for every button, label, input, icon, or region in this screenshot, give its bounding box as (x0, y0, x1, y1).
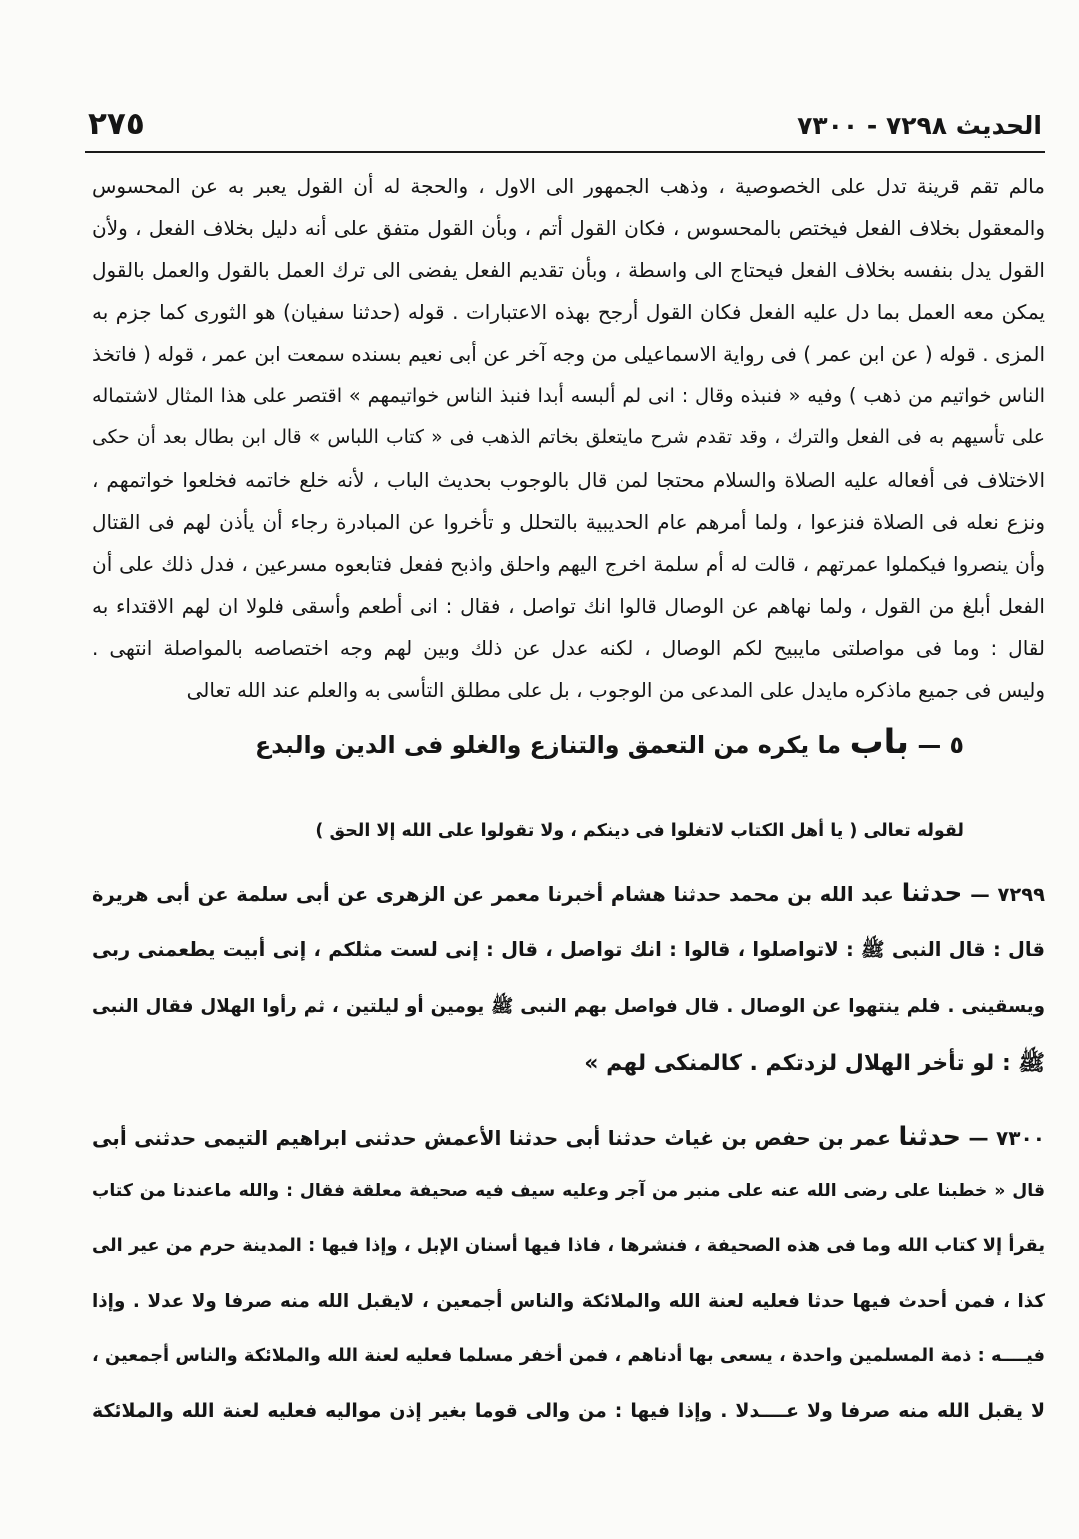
chapter-heading (244, 716, 964, 768)
commentary-line: ونزع نعله فى الصلاة فنزعوا ، ولما أمرهم عام الحديبية بالتحلل و تأخروا عن المبادرة رجاء أن يأذن لهم فى القتال (92, 510, 1045, 534)
hadith-line: قال « خطبنا على رضى الله عنه على منبر من آجر وعليه سيف فيه صحيفة معلقة فقال : والله ماعندنا من كتاب (92, 1181, 1045, 1201)
commentary-line: القول يدل بنفسه بخلاف الفعل فيحتاج الى واسطة ، وبأن تقديم الفعل يفضى الى ترك العمل بالقول والعمل بالقول (92, 258, 1045, 282)
running-header: الحديث ٧٢٩٨ - ٧٣٠٠ (797, 111, 1042, 140)
hadith-keyword: حدثنا (898, 1121, 961, 1151)
commentary-line: الناس خواتيم من ذهب ) وفيه « فنبذه وقال : انى لم ألبسه أبدا فنبذ الناس خواتيمهم » اقتصر على هذا المثال لاشتماله (92, 384, 1045, 407)
hadith-line: يقرأ إلا كتاب الله وما فى هذه الصحيفة ، فنشرها ، فاذا فيها أسنان الإبل ، وإذا فيها : المدينة حرم من عير الى (92, 1236, 1045, 1256)
commentary-block (92, 165, 1045, 711)
hadith-line (92, 1109, 1045, 1164)
hadith-line: فيــــه : ذمة المسلمين واحدة ، يسعى بها أدناهم ، فمن أخفر مسلما فعليه لعنة الله والملائكة والناس أجمعين ، (92, 1346, 1045, 1366)
commentary-line: وأن ينصروا فيكملوا عمرتهم ، قالت له أم سلمة اخرج اليهم واحلق واذبح ففعل فتابعوه مسرعين ، فدل ذلك على أن (92, 552, 1045, 576)
hadith-keyword: حدثنا (901, 878, 963, 907)
commentary-line: مالم تقم قرينة تدل على الخصوصية ، وذهب الجمهور الى الاول ، والحجة له أن القول يعبر به عن المحسوس (92, 174, 1045, 198)
hadith-number: ٧٢٩٩ — (970, 883, 1045, 906)
hadith-line: قال : قال النبى ﷺ : لاتواصلوا ، قالوا : انك تواصل ، قال : إنى لست مثلكم ، إنى أبيت يطعمنى ربى (92, 938, 1045, 961)
hadith-line: ويسقينى . فلم ينتهوا عن الوصال . قال فواصل بهم النبى ﷺ يومين أو ليلتين ، ثم رأوا الهلال فقال النبى (92, 996, 1045, 1017)
commentary-line: وليس فى جميع ماذكره مايدل على المدعى من الوجوب ، بل على مطلق التأسى به والعلم عند الله تعالى (186, 678, 1045, 702)
hadith-line: لا يقبل الله منه صرفا ولا عــــدلا . وإذا فيها : من والى قوما بغير إذن مواليه فعليه لعنة الله والملائكة (92, 1400, 1045, 1422)
commentary-line: على تأسيهم به فى الفعل والترك ، وقد تقدم شرح مايتعلق بخاتم الذهب فى « كتاب اللباس » قال ابن بطال بعد أن حكى (92, 427, 1045, 448)
chapter-number: ٥ — (917, 731, 964, 759)
commentary-line: الاختلاف فى أفعاله عليه الصلاة والسلام محتجا لمن قال بالوجوب بحديث الباب ، لأنه خلع خاتمه فخلعوا خواتمهم ، (92, 468, 1045, 492)
commentary-line: لقال : وما فى مواصلتى مايبيح لكم الوصال ، لكنه عدل عن ذلك وبين لهم وجه اختصاصه بالمواصلة انتهى . (92, 636, 1045, 660)
commentary-line: يمكن معه العمل بما دل عليه الفعل فكان القول أرجح بهذه الاعتبارات . قوله (حدثنا سفيان) هو الثورى كما جزم به (92, 300, 1045, 324)
chapter-title: ما يكره من التعمق والتنازع والغلو فى الدين والبدع (255, 731, 842, 759)
hadith-7300 (92, 1109, 1045, 1439)
hadith-line: كذا ، فمن أحدث فيها حدثا فعليه لعنة الله والملائكة والناس أجمعين ، لايقبل الله منه صرفا ولا عدلا . وإذا (92, 1291, 1045, 1312)
hadith-line (92, 864, 1045, 921)
hadith-number: ٧٣٠٠ — (968, 1126, 1045, 1150)
hadith-line-text: عمر بن حفص بن غياث حدثنا أبى حدثنا الأعمش حدثنى ابراهيم التيمى حدثنى أبى (92, 1126, 891, 1150)
chapter-verse: لقوله تعالى ( يا أهل الكتاب لاتغلوا فى دينكم ، ولا تقولوا على الله إلا الحق ) (315, 821, 964, 841)
commentary-line: الفعل أبلغ من القول ، ولما نهاهم عن الوصال قالوا انك تواصل ، فقال : انى أطعم وأسقى فلولا ان لهم الاقتداء به (92, 594, 1045, 618)
hadith-7299 (92, 864, 1045, 1092)
commentary-line: والمعقول بخلاف الفعل فيختص بالمحسوس ، فكان القول أتم ، وبأن القول متفق على أنه دليل بخلاف الفعل ، ولأن (92, 216, 1045, 240)
hadith-line-text: عبد الله بن محمد حدثنا هشام أخبرنا معمر عن الزهرى عن أبى سلمة عن أبى هريرة (92, 883, 894, 906)
commentary-line: المزى . قوله ( عن ابن عمر ) فى رواية الاسماعيلى من وجه آخر عن أبى نعيم بسنده سمعت ابن عمر ، قوله ( فاتخذ (92, 342, 1045, 366)
hadith-line: ﷺ : لو تأخر الهلال لزدتكم . كالمنكى لهم » (584, 1051, 1045, 1076)
chapter-bab-word: باب (849, 722, 910, 761)
header-rule (85, 151, 1045, 153)
page-number: ٢٧٥ (88, 106, 145, 142)
